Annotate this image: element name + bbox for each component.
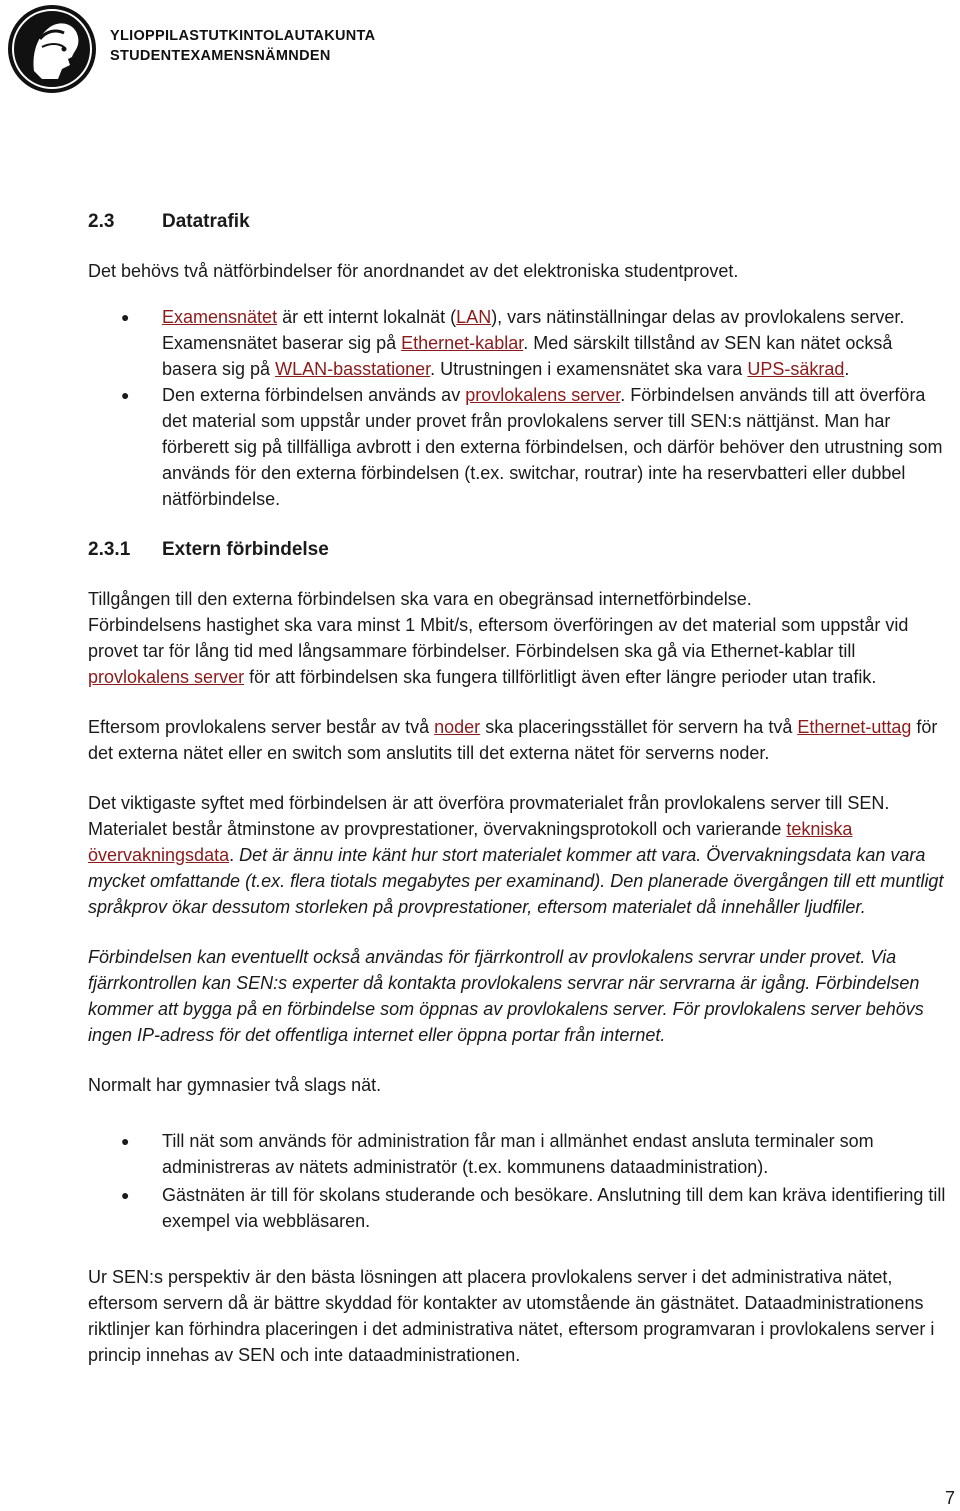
list-item: ● Till nät som används för administration får man i allmänhet endast ansluta terminaler som administreras av nätets administratör (t.ex. kommunens dataadministration). xyxy=(88,1128,950,1180)
section-heading xyxy=(88,210,950,234)
link-ups-sakrad[interactable]: UPS-säkrad xyxy=(747,359,845,379)
paragraph-network-types: Normalt har gymnasier två slags nät. xyxy=(88,1075,382,1095)
organization-name xyxy=(110,26,375,66)
document-body xyxy=(88,210,950,1368)
network-types-list xyxy=(88,1128,950,1234)
list-item: ● Gästnäten är till för skolans studerande och besökare. Anslutning till dem kan kräva identifiering till exempel via webbläsaren. xyxy=(88,1182,950,1234)
organization-name-finnish: YLIOPPILASTUTKINTOLAUTAKUNTA xyxy=(110,28,376,44)
paragraph-server-nodes: Eftersom provlokalens server består av två noder ska placeringsstället för servern ha två Ethernet-uttag för det externa nätet eller en switch som anslutits till det externa nätet för serverns noder. xyxy=(88,717,938,763)
paragraph-connection-requirements: Tillgången till den externa förbindelsen ska vara en obegränsad internetförbindelse. Förbindelsens hastighet ska vara minst 1 Mbit/s, eftersom överföringen av det material som uppstår vid provet tar för lång tid med långsammare förbindelser. Förbindelsen ska gå via Ethernet-kablar till provlokalens server för att förbindelsen ska fungera tillförlitligt även efter längre perioder utan trafik. xyxy=(88,589,909,687)
subsection-number: 2.3.1 xyxy=(88,539,131,560)
subsection-heading xyxy=(88,538,950,562)
bullet-icon: ● xyxy=(121,1133,130,1149)
link-wlan-basstationer[interactable]: WLAN-basstationer xyxy=(275,359,431,379)
subsection-title: Extern förbindelse xyxy=(162,539,329,560)
link-noder[interactable]: noder xyxy=(434,717,481,737)
paragraph-remote-control: Förbindelsen kan eventuellt också användas för fjärrkontroll av provlokalens servrar under provet. Via fjärrkontrollen kan SEN:s experter då kontakta provlokalens servrar när servrarna är igång. Förbindelsen kommer att bygga på en förbindelse som öppnas av provlokalens server. För provlokalens server behövs ingen IP-adress för det offentliga internet eller öppna portar från internet. xyxy=(88,947,924,1045)
section-title: Datatrafik xyxy=(162,211,250,232)
link-provlokalens-server[interactable]: provlokalens server xyxy=(88,667,245,687)
link-lan[interactable]: LAN xyxy=(456,307,492,327)
bullet-icon: ● xyxy=(121,387,130,403)
helmet-profile-logo-icon xyxy=(6,3,98,95)
organization-name-swedish: STUDENTEXAMENSNÄMNDEN xyxy=(110,48,331,64)
paragraph-connection-purpose: Det viktigaste syftet med förbindelsen är att överföra provmaterialet från provlokalens server till SEN. Materialet består åtminstone av provprestationer, övervakningsprotokoll och varierande tekniska övervakningsdata. Det är ännu inte känt hur stort materialet kommer att vara. Övervakningsdata kan vara mycket omfattande (t.ex. flera tiotals megabytes per examinand). Den planerade övergången till ett muntligt språkprov ökar dessutom storleken på provprestationer, eftersom materialet då innehåller ljudfiler. xyxy=(88,793,944,917)
bullet-icon: ● xyxy=(121,309,130,325)
section-bullet-list xyxy=(88,304,950,512)
section-number: 2.3 xyxy=(88,211,115,232)
link-provlokalens-server[interactable]: provlokalens server xyxy=(465,385,621,405)
page-number: 7 xyxy=(945,1488,956,1508)
link-ethernet-kablar[interactable]: Ethernet-kablar xyxy=(401,333,524,353)
paragraph-server-placement: Ur SEN:s perspektiv är den bästa lösningen att placera provlokalens server i det administrativa nätet, eftersom servern då är bättre skyddad för kontakter av utomstående än gästnätet. Dataadministrationens riktlinjer kan förhindra placeringen i det administrativa nätet, eftersom programvaran i provlokalens server i princip innehas av SEN och inte dataadministrationen. xyxy=(88,1267,935,1365)
section-intro: Det behövs två nätförbindelser för anordnandet av det elektroniska studentprovet. xyxy=(88,261,739,281)
link-tekniska-overvakningsdata[interactable]: tekniska övervakningsdata xyxy=(88,819,853,865)
link-examensnatet[interactable]: Examensnätet xyxy=(162,307,278,327)
link-ethernet-uttag[interactable]: Ethernet-uttag xyxy=(797,717,912,737)
bullet-icon: ● xyxy=(121,1187,130,1203)
page-header xyxy=(0,0,960,80)
list-item: ● Den externa förbindelsen används av provlokalens server. Förbindelsen används till att överföra det material som uppstår under provet från provlokalens server till SEN:s nättjänst. Man har förberett sig på tillfälliga avbrott i den externa förbindelsen, och därför behöver den utrustning som används för den externa förbindelsen (t.ex. switchar, routrar) inte ha reservbatteri eller dubbel nätförbindelse. xyxy=(88,382,950,512)
list-item: ● Examensnätet är ett internt lokalnät (LAN), vars nätinställningar delas av provlokalens server. Examensnätet baserar sig på Ethernet-kablar. Med särskilt tillstånd av SEN kan nätet också basera sig på WLAN-basstationer. Utrustningen i examensnätet ska vara UPS-säkrad. xyxy=(88,304,950,382)
